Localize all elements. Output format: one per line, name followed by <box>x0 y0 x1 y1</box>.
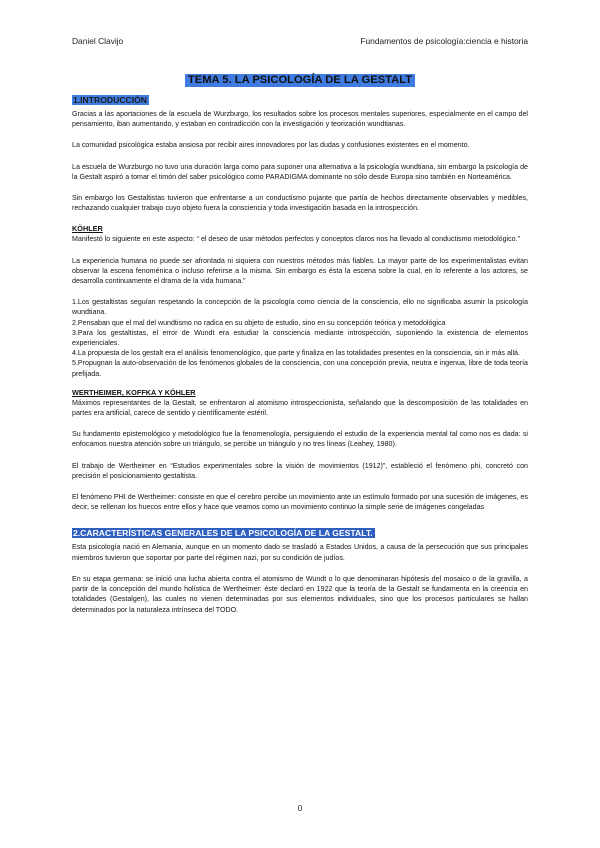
header-author: Daniel Clavijo <box>72 36 124 46</box>
paragraph: Máximos representantes de la Gestalt, se enfrentaron al atomismo introspeccionista, señalando que la descomposición de las totalidades en partes era artificial, carece de sentido y científicamente estéril. <box>72 398 528 418</box>
document-title: TEMA 5. LA PSICOLOGÍA DE LA GESTALT <box>185 74 415 87</box>
subheading-kohler: KÖHLER <box>72 224 103 234</box>
numbered-list <box>72 297 528 379</box>
paragraph: El trabajo de Wertheimer en “Estudios experimentales sobre la visión de movimientos (1912)”, estableció el fenómeno phi, concretó con precisión el posicionamiento gestaltista. <box>72 461 528 480</box>
paragraph: Esta psicología nació en Alemania, aunque en un momento dado se trasladó a Estados Unidos, a causa de la persecución que sus principales miembros tuvieron que soportar por parte del régimen nazi, por su condición de judíos. <box>72 543 528 562</box>
section-heading-caracteristicas: 2.CARACTERÍSTICAS GENERALES DE LA PSICOLOGÍA DE LA GESTALT. <box>73 528 373 539</box>
title-container <box>72 70 528 88</box>
paragraph: Su fundamento epistemológico y metodológico fue la fenomenología, persiguiendo el estudio de la experiencia mental tal como nos es dada: si enfocamos nuestra atención sobre un triángulo, se percibe un triángulo y no tres líneas (Leahey, 1980). <box>72 430 528 449</box>
document-body <box>72 70 528 626</box>
page-number: 0 <box>297 804 303 813</box>
paragraph: La comunidad psicológica estaba ansiosa por recibir aires innovadores por las dudas y confusiones existentes en el momento. <box>72 141 470 150</box>
subheading-wertheimer: WERTHEIMER, KOFFKA Y KÖHLER <box>72 387 196 397</box>
paragraph: Sin embargo los Gestaltistas tuvieron que enfrentarse a un conductismo pujante que partía de hechos directamente observables y medibles, rechazando cualquier trabajo cuyo objeto fuera la consciencia y toda investigación basada en la introspección. <box>72 194 528 213</box>
paragraph: Gracias a las aportaciones de la escuela de Wurzburgo, los resultados sobre los procesos mentales superiores, especialmente en el campo del pensamiento, iban aumentando, y estaban en contradicción con la investigación y teorización wundtianas. <box>72 110 528 129</box>
paragraph: La escuela de Wurzburgo no tuvo una duración larga como para suponer una alternativa a la psicología wundtiana, sin embargo la psicología de la Gestalt aspiró a tomar el timón del saber psicológico como PARADIGMA dominante no sólo desde Europa sino también en Norteamérica. <box>72 162 528 181</box>
list-item: 4.La propuesta de los gestalt era el análisis fenomenológico, que parte y finaliza en las totalidades presentes en la consciencia, sin ir más allá. <box>72 349 520 358</box>
list-item: 5.Propugnan la auto-observación de los fenómenos globales de la consciencia, con una concepción previa, neutra e ingenua, libre de toda teoría prefijada. <box>72 359 528 378</box>
header-subject: Fundamentos de psicología:ciencia e historia <box>360 36 528 46</box>
paragraph: En su etapa germana: se inició una lucha abierta contra el atomismo de Wundt o lo que denominaran hipótesis del mosaico o de la gravilla, a partir de la concepción del mundo holística de Wertheimer: éste declaró en 1922 que la teoría de la Gestalt se fundamenta en la creencia en totalidades (Gestalgen), las cuales no vienen determinadas por sus elementos individuales, sino que los procesos particulares se hallan determinados por la naturaleza intrínseca del TODO. <box>72 574 528 614</box>
paragraph: El fenómeno PHI de Wertheimer: consiste en que el cerebro percibe un movimiento ante un estímulo formado por una sucesión de imágenes, es decir, se rellenan los huecos entre ellos y hace que veamos como un movimiento continuo la simple serie de imágenes congeladas <box>72 493 528 512</box>
list-item: 3.Para los gestaltistas, el error de Wundt era estudiar la consciencia mediante introspección, suponiendo la existencia de elementos experienciales. <box>72 328 528 348</box>
section-heading-introduccion: 1.INTRODUCCIÓN <box>73 95 148 105</box>
list-item: 2.Pensaban que el mal del wundtismo no radica en su objeto de estudio, sino en su concepción teórica y metodológica <box>72 318 446 327</box>
list-item: 1.Los gestaltistas seguían respetando la concepción de la psicología como ciencia de la consciencia, ello no significaba asumir la psicología wundtiana. <box>72 298 528 317</box>
paragraph: La experiencia humana no puede ser afrontada ni siquiera con nuestros métodos más fiables. La mayor parte de los experimentalistas evitan observar la escena fenoménica o incluso referirse a la misma. Sin embargo es ésta la escena sobre la cual, en lo referente a los actores, se desarrolla continuamente el drama de la vida humana.” <box>72 256 528 286</box>
paragraph: Manifestó lo siguiente en este aspecto: “ el deseo de usar métodos perfectos y conceptos claros nos ha llevado al conductismo metodológico.” <box>72 235 520 244</box>
